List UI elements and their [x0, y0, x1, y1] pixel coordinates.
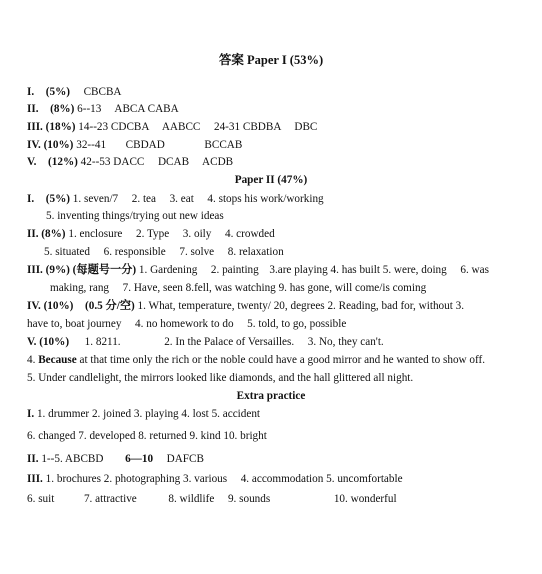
paper2-section-3-cont [50, 280, 528, 296]
answer: 9. sounds [227, 493, 271, 505]
section-label: IV. (10%) [27, 300, 74, 312]
answer: 5. told, to go, possible [247, 318, 347, 330]
extra-line-1 [27, 406, 528, 422]
paper2-section-5 [27, 334, 528, 350]
section-label: II. [27, 453, 39, 465]
answers: BCCAB [204, 139, 243, 151]
paper2-heading: Paper II (47%) [234, 174, 308, 186]
answer: 6. responsible [103, 246, 166, 258]
answers: 14--23 CDCBA [78, 121, 149, 133]
answers: 42--53 DACC [80, 156, 145, 168]
paper1-line-5 [27, 154, 528, 170]
answer: have to, boat journey [27, 318, 122, 330]
paper1-line-2 [27, 101, 528, 117]
section-label: III. (18%) [27, 121, 76, 133]
answer: 8. wildlife [168, 493, 215, 505]
paper2-answer-4 [27, 352, 528, 368]
section-label: I. [27, 86, 35, 98]
answer: 5. situated [44, 246, 90, 258]
answers: DBC [294, 121, 318, 133]
answer: 3.are playing 4. has built 5. were, doing [269, 264, 447, 276]
answers: 1. brochures 2. photographing 3. various [45, 473, 228, 485]
answer: at that time only the rich or the noble could have a good mirror and he wanted to show off. [79, 354, 486, 366]
emphasis-word: Because [38, 354, 77, 366]
answer: 8. relaxation [227, 246, 284, 258]
answers: AABCC [161, 121, 201, 133]
section-label: V. [27, 156, 37, 168]
answer: 3. eat [169, 193, 194, 205]
answer-number: 4. [27, 354, 36, 366]
answers: 1--5. ABCBD [41, 453, 104, 465]
answers-range: 6—10 [125, 453, 154, 465]
section-label: III. (9%) (每题号一分) [27, 264, 137, 276]
answer: 1. seven/7 [72, 193, 119, 205]
page-title: 答案 Paper I (53%) [218, 53, 324, 67]
answers: 1. drummer 2. joined 3. playing 4. lost 5. accident [36, 408, 261, 420]
answer: 4. crowded [224, 228, 275, 240]
paper2-section-4 [27, 298, 528, 314]
answers: CBDAD [125, 139, 165, 151]
paper2-section-4-cont [27, 316, 528, 332]
answer: 7. Have, seen 8.fell, was watching 9. has gone, will come/is coming [122, 282, 427, 294]
answer: 1. Gardening [138, 264, 198, 276]
section-label: II. [27, 103, 39, 115]
answer: 3. oily [182, 228, 212, 240]
answers-range: 6--13 [77, 103, 102, 115]
section-label: II. (8%) [27, 228, 66, 240]
answer: 4. no homework to do [135, 318, 234, 330]
answer: 3. No, they can't. [307, 336, 384, 348]
paper2-section-2-cont [44, 244, 528, 260]
answer: 2. painting [210, 264, 259, 276]
answers: 24-31 CBDBA [213, 121, 281, 133]
answers: DAFCB [166, 453, 204, 465]
paper2-answer-5: 5. Under candlelight, the mirrors looked like diamonds, and the hall glittered all night. [27, 372, 414, 384]
section-percent: (12%) [48, 156, 78, 168]
paper1-line-3 [27, 119, 528, 135]
section-label: I. [27, 408, 35, 420]
section-label: V. (10%) [27, 336, 70, 348]
answer: 1. enclosure [68, 228, 123, 240]
answer: 4. stops his work/working [207, 193, 324, 205]
paper2-section-2 [27, 226, 528, 242]
paper1-line-4 [27, 137, 528, 153]
section-percent: (5%) [45, 193, 70, 205]
section-label: I. [27, 193, 35, 205]
answer: 2. tea [131, 193, 156, 205]
answers: DCAB [157, 156, 190, 168]
section-percent: (5%) [45, 86, 70, 98]
paper2-section-1-cont: 5. inventing things/trying out new ideas [46, 210, 224, 222]
extra-line-5 [27, 491, 528, 507]
extra-heading: Extra practice [236, 390, 306, 402]
answer: 7. attractive [83, 493, 137, 505]
answer: 10. wonderful [333, 493, 397, 505]
answer: 1. What, temperature, twenty/ 20, degrees 2. Reading, bad for, without 3. [137, 300, 465, 312]
answer: 2. Type [136, 228, 170, 240]
answers-range: 32--41 [76, 139, 107, 151]
answers: 4. accommodation 5. uncomfortable [240, 473, 403, 485]
extra-line-2: 6. changed 7. developed 8. returned 9. kind 10. bright [27, 430, 267, 442]
answer: 1. 8211. [84, 336, 121, 348]
paper2-section-1 [27, 191, 528, 207]
answers: ACDB [202, 156, 234, 168]
answer: 7. solve [179, 246, 215, 258]
answer: 6. was [460, 264, 489, 276]
answers: CBCBA [83, 86, 122, 98]
paper2-section-3 [27, 262, 528, 278]
section-label: III. [27, 473, 43, 485]
answers: ABCA CABA [114, 103, 179, 115]
section-percent: (8%) [50, 103, 75, 115]
section-label: IV. (10%) [27, 139, 74, 151]
answer: 2. In the Palace of Versailles. [164, 336, 295, 348]
answer: making, rang [50, 282, 110, 294]
answer: 6. suit [27, 493, 55, 505]
extra-line-3 [27, 451, 528, 467]
section-percent: (0.5 分/空) [85, 300, 135, 312]
paper1-line-1 [27, 84, 528, 100]
extra-line-4 [27, 471, 528, 487]
